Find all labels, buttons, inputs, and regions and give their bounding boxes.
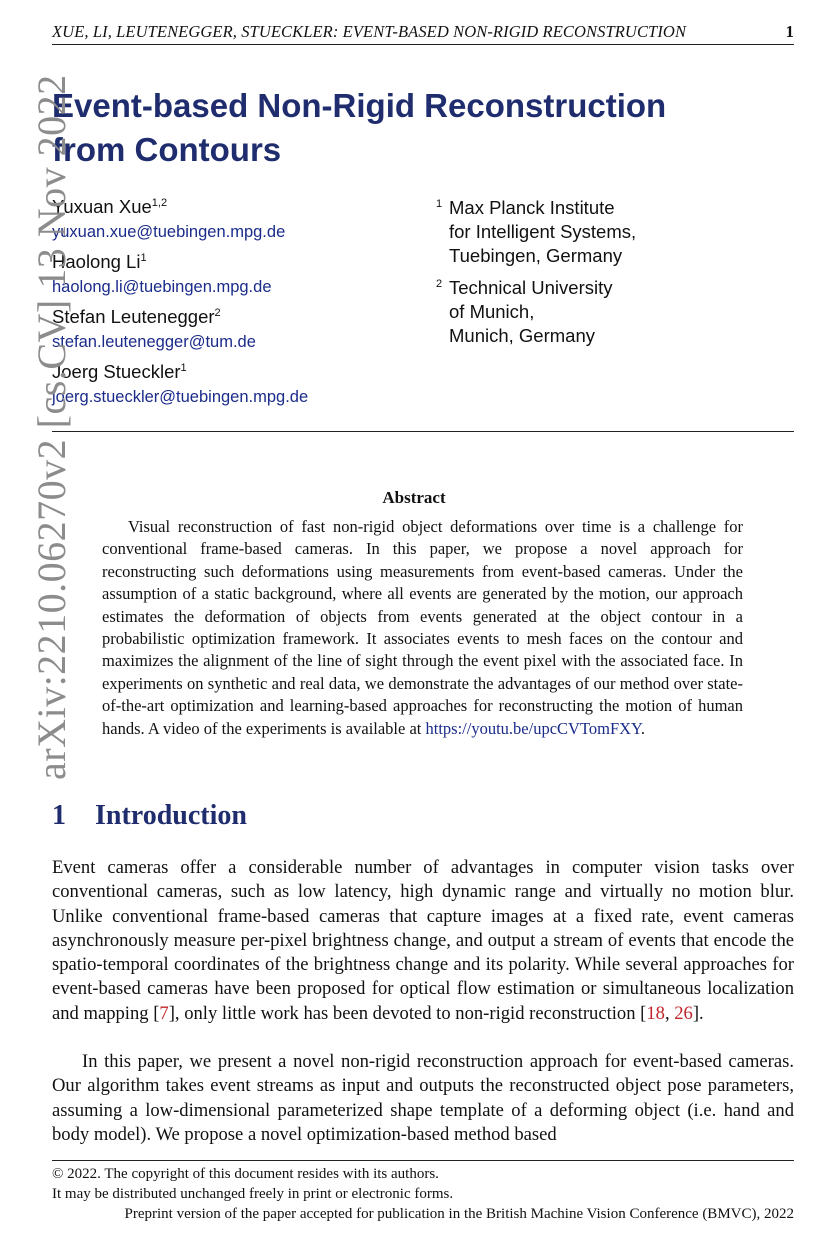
- author-affil-mark: 1,2: [151, 197, 168, 209]
- footer-copyright: © 2022. The copyright of this document resides with its authors.: [52, 1166, 439, 1182]
- author-name: Haolong Li: [52, 251, 141, 272]
- para-text: ].: [692, 1002, 704, 1024]
- abstract-end: .: [640, 718, 645, 738]
- title-line-1: Event-based Non-Rigid Reconstruction: [52, 87, 667, 124]
- page-number: 1: [785, 22, 794, 41]
- citation-link[interactable]: 7: [159, 1002, 169, 1024]
- author-affil-mark: 1: [140, 252, 147, 264]
- header-divider: [52, 431, 794, 432]
- affil-line: Munich, Germany: [449, 325, 595, 346]
- abstract-text: Visual reconstruction of fast non-rigid object deformations over time is a challenge for conventional frame-based cameras. In this paper, we propose a novel approach for reconstructing such deformations using measurements from event-based cameras. Under the assumption of a static background, where all events are generated by the motion, our approach estimates the deformation of objects from events generated at the object contour in a probabilistic optimization framework. It associates events to mesh faces on the contour and maximizes the alignment of the line of sight through the event pixel with the associated face. In experiments on synthetic and real data, we demonstrate the advantages of our method over state-of-the-art optimization and learning-based approaches for reconstructing the motion of human hands. A video of the experiments is available at: [102, 517, 743, 738]
- footer-divider: [52, 1160, 794, 1161]
- abstract-body: [102, 516, 743, 740]
- author-3: [52, 306, 221, 328]
- affil-line: Tuebingen, Germany: [449, 245, 623, 266]
- citation-link[interactable]: 18: [646, 1002, 665, 1024]
- footer-preprint: Preprint version of the paper accepted for publication in the British Machine Vision Conference (BMVC), 2022: [124, 1206, 794, 1222]
- affil-line: Max Planck Institute: [449, 197, 615, 218]
- author-email-link[interactable]: joerg.stueckler@tuebingen.mpg.de: [52, 388, 309, 406]
- author-name: Joerg Stueckler: [52, 361, 181, 382]
- para-text: ], only little work has been devoted to non-rigid reconstruction [: [168, 1002, 647, 1024]
- running-head-text: XUE, LI, LEUTENEGGER, STUECKLER: EVENT-BASED NON-RIGID RECONSTRUCTION: [52, 22, 687, 41]
- intro-paragraph-1: [52, 856, 794, 1026]
- paper-title: [52, 84, 772, 172]
- para-text: ,: [664, 1002, 675, 1024]
- affil-line: for Intelligent Systems,: [449, 221, 637, 242]
- section-heading: [52, 800, 247, 832]
- author-affil-mark: 2: [214, 307, 221, 319]
- intro-paragraph-2: In this paper, we present a novel non-rigid reconstruction approach for event-based cameras. Our algorithm takes event streams as input and outputs the reconstructed object pose parameters, assuming a low-dimensional parameterized shape template of a deforming object (i.e. hand and body model). We propose a novel optimization-based method based: [52, 1051, 794, 1145]
- section-number: 1: [52, 800, 66, 831]
- title-line-2: from Contours: [52, 131, 282, 168]
- arxiv-stamp: arXiv:2210.06270v2 [cs.CV] 13 Nov 2022: [29, 74, 74, 780]
- author-email-link[interactable]: stefan.leutenegger@tum.de: [52, 333, 256, 351]
- affil-line: Technical University: [449, 277, 613, 298]
- affiliation-1: 1 Max Planck Institute for Intelligent Systems, Tuebingen, Germany: [436, 197, 637, 266]
- affil-line: of Munich,: [449, 301, 535, 322]
- abstract-heading: Abstract: [382, 488, 446, 507]
- para-text: Event cameras offer a considerable number of advantages in computer vision tasks over conventional cameras, such as low latency, high dynamic range and virtually no motion blur. Unlike conventional frame-based cameras that capture images at a fixed rate, event cameras asynchronously measure per-pixel brightness change, and output a stream of events that encode the spatio-temporal coordinates of the brightness change and its polarity. While several approaches for event-based cameras have been proposed for optical flow estimation or simultaneous localization and mapping [: [52, 857, 794, 1024]
- running-head: [52, 20, 794, 45]
- citation-link[interactable]: 26: [674, 1002, 693, 1024]
- author-email-link[interactable]: yuxuan.xue@tuebingen.mpg.de: [52, 223, 286, 241]
- footer-distribution: It may be distributed unchanged freely in print or electronic forms.: [52, 1186, 454, 1202]
- video-link[interactable]: https://youtu.be/upcCVTomFXY: [425, 718, 641, 738]
- author-name: Yuxuan Xue: [52, 196, 152, 217]
- author-email-link[interactable]: haolong.li@tuebingen.mpg.de: [52, 278, 272, 296]
- affiliation-2: 2 Technical University of Munich, Munich, Germany: [436, 277, 613, 346]
- section-title: Introduction: [95, 800, 247, 831]
- author-name: Stefan Leutenegger: [52, 306, 215, 327]
- author-affil-mark: 1: [180, 362, 187, 374]
